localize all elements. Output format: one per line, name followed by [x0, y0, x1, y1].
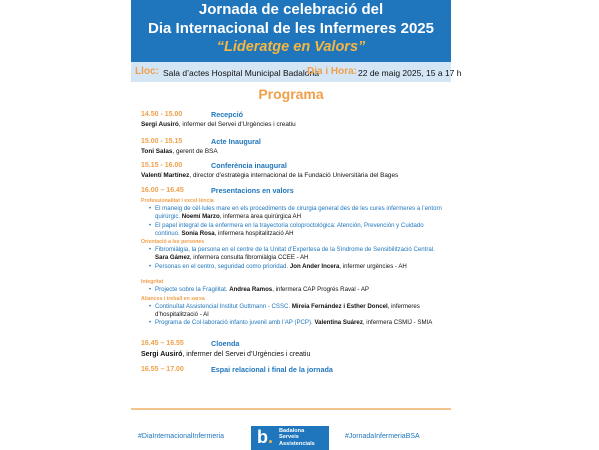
- session-title: Espai relacional i final de la jornada: [211, 365, 333, 374]
- presenter-name: Sonia Rosa: [181, 230, 215, 238]
- program-page: [131, 0, 462, 450]
- speaker-name: Toni Salas: [141, 148, 173, 155]
- logo-mark: b.: [257, 427, 274, 447]
- speaker-name: Sergi Ausiró: [141, 121, 179, 128]
- event-info-bar: [131, 62, 462, 82]
- presentation-item: [149, 205, 445, 221]
- program-title: Programa: [258, 86, 324, 102]
- bsa-logo: [251, 426, 329, 450]
- session-time: 14.50 - 15.00: [141, 111, 183, 118]
- presentation-item: [149, 246, 445, 262]
- session-title: Acte Inaugural: [211, 137, 261, 146]
- presenter-role: , infermeres d’hospitalització - AI: [155, 303, 420, 319]
- presenter-name: Sara Gámez: [155, 254, 190, 262]
- presentation-item: [149, 319, 445, 327]
- header-subtitle: “Lideratge en Valors”: [216, 39, 366, 55]
- presenter-name: Mireia Fernández i Esther Doncel: [291, 303, 388, 310]
- category-label: Aliances i treball en xarxa: [141, 296, 205, 302]
- presenter-name: Andrea Ramos: [229, 286, 273, 293]
- date-label: Dia i Hora:: [307, 66, 358, 77]
- place-label: Lloc:: [135, 66, 159, 77]
- bullet-icon: •: [149, 303, 152, 310]
- session-time: 15.15 - 16.00: [141, 162, 183, 169]
- session-title: Cloenda: [211, 339, 240, 348]
- footer: [131, 408, 451, 450]
- presentation-topic: Fibromiàlgia, la persona en el centre de la Unitat d’Expertesa de la Síndrome de Sensibilització Central.: [155, 246, 435, 253]
- date-value: 22 de maig 2025, 15 a 17 h: [358, 68, 462, 78]
- place-value: Sala d’actes Hospital Municipal Badalona: [163, 68, 319, 78]
- speaker-role: , gerent de BSA: [172, 148, 218, 155]
- header-banner: [131, 0, 451, 62]
- hashtag-right: #JornadaInfermeriaBSA: [345, 433, 420, 440]
- bullet-icon: •: [149, 246, 152, 253]
- session-time: 16.55 – 17.00: [141, 366, 184, 373]
- presentation-item: [149, 303, 445, 319]
- footer-divider: [131, 408, 451, 410]
- header-title-line2: Dia Internacional de les Infermeres 2025: [148, 20, 434, 37]
- session-time: 16.45 – 16.55: [141, 340, 184, 347]
- presenter-name: Noemí Marzo: [181, 213, 220, 221]
- session-title: Presentacions en valors: [211, 186, 294, 195]
- session-time: 15.00 - 15.15: [141, 138, 183, 145]
- speaker-role: , director d’estratègia internacional de la Fundació Universitària del Bages: [189, 172, 399, 179]
- category-label: Orientació a les persones: [141, 239, 205, 245]
- speaker-role: , infermer del Servei d’Urgències i creatiu: [178, 121, 296, 128]
- speaker-role: , infermer del Servei d’Urgències i creatiu: [182, 351, 311, 358]
- presentation-topic: El papel integral de la enfermera en la trayectoria coloproctológica: Atención, Prevención y Cuidado continuo.: [155, 222, 424, 238]
- presenter-role: , infermer urgències - AH: [339, 263, 407, 270]
- bullet-icon: •: [149, 222, 152, 229]
- presentation-topic: El maneig de cèl·lules mare en els procediments de cirurgia general des de les cures infermeres a l’entorn quirúrgic.: [155, 205, 442, 221]
- presenter-role: , infermera CAP Progrés Raval - AP: [272, 286, 369, 293]
- presentation-topic: Continuïtat Assistencial Institut Guttmann - CSSC.: [155, 303, 291, 310]
- presentation-topic: Programa de Col·laboració infanto juvenil amb l’AP (PCP).: [155, 319, 313, 326]
- presentation-topic: Personas en el centro, seguridad como prioridad.: [155, 263, 289, 270]
- presentation-item: [149, 222, 445, 238]
- presenter-role: , infermera consulta fibromiàlgia CCEE - AH: [189, 254, 309, 262]
- header-title-line1: Jornada de celebració del: [198, 1, 384, 18]
- presenter-role: , infermera àrea quirúrgica AH: [219, 213, 301, 221]
- bullet-icon: •: [149, 286, 152, 293]
- presenter-name: Jon Ander Incera: [289, 263, 340, 270]
- bullet-icon: •: [149, 319, 152, 326]
- bullet-icon: •: [149, 263, 152, 270]
- presenter-role: , infermera hospitalització AH: [214, 230, 294, 238]
- session-title: Recepció: [211, 110, 243, 119]
- logo-text: Badalona Serveis Assistencials: [279, 428, 315, 447]
- presentation-topic: Projecte sobre la Fragilitat.: [155, 286, 228, 293]
- presenter-role: , infermera CSMIJ - SMIA: [362, 319, 433, 326]
- presentation-item: [149, 263, 445, 271]
- presentation-item: [149, 286, 445, 294]
- category-label: Integritat: [141, 279, 164, 285]
- category-label: Professionalitat i excel·lència: [141, 198, 214, 204]
- speaker-name: Valentí Martínez: [141, 172, 190, 179]
- speaker-name: Sergi Ausiró: [141, 351, 183, 358]
- bullet-icon: •: [149, 205, 152, 212]
- hashtag-left: #DiaInternacionalInfermeria: [138, 433, 224, 440]
- presenter-name: Valentina Suárez: [314, 319, 363, 326]
- session-title: Conferència inaugural: [211, 161, 287, 170]
- session-time: 16.00 – 16.45: [141, 187, 184, 194]
